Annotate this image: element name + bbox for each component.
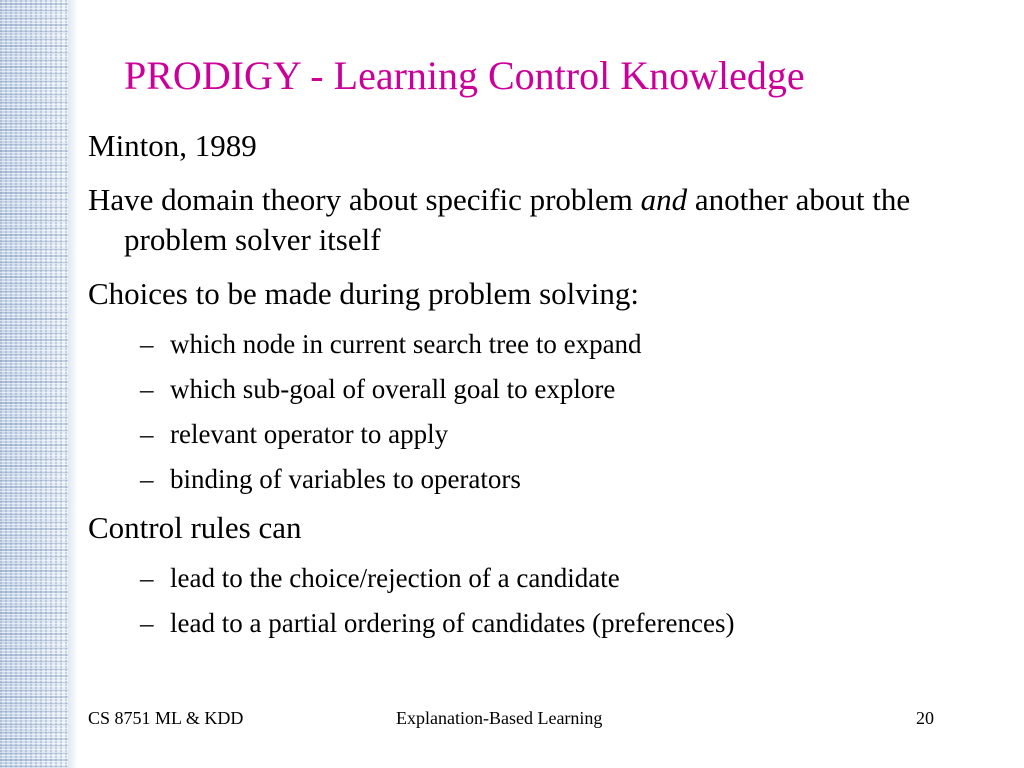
sub-bullet-text: lead to the choice/rejection of a candidate	[170, 563, 620, 593]
decorative-side-texture	[0, 0, 68, 768]
sub-bullet-text: which node in current search tree to expand	[170, 329, 642, 359]
dash-marker: –	[140, 464, 154, 494]
bullet-domain-theory	[88, 180, 988, 260]
dash-marker: –	[140, 563, 154, 593]
sub-bullet-choice	[88, 373, 988, 406]
dash-marker: –	[140, 329, 154, 359]
dash-marker: –	[140, 608, 154, 638]
footer-page-number: 20	[916, 708, 934, 728]
sub-bullet-choice	[88, 418, 988, 451]
slide-title: PRODIGY - Learning Control Knowledge	[124, 53, 805, 98]
dash-marker: –	[140, 374, 154, 404]
bullet-choices: Choices to be made during problem solving:	[88, 276, 640, 311]
sub-bullet-choice	[88, 328, 988, 361]
bullet-domain-theory-part1: Have domain theory about specific problem	[88, 182, 641, 217]
slide-body	[88, 126, 988, 652]
sub-bullet-text: relevant operator to apply	[170, 419, 449, 449]
sub-bullet-choice	[88, 463, 988, 496]
footer-topic: Explanation-Based Learning	[396, 708, 603, 728]
bullet-domain-theory-emphasis: and	[640, 182, 688, 217]
bullet-citation: Minton, 1989	[88, 128, 257, 163]
sub-bullet-rule	[88, 607, 988, 640]
sub-bullet-text: which sub-goal of overall goal to explore	[170, 374, 616, 404]
dash-marker: –	[140, 419, 154, 449]
sub-bullet-text: binding of variables to operators	[170, 464, 521, 494]
bullet-control-rules: Control rules can	[88, 510, 302, 545]
sub-bullet-text: lead to a partial ordering of candidates (preferences)	[170, 608, 735, 638]
bullet-domain-theory-part2: another about the problem solver itself	[124, 182, 911, 257]
footer-course: CS 8751 ML & KDD	[88, 708, 244, 728]
sub-bullet-rule	[88, 562, 988, 595]
